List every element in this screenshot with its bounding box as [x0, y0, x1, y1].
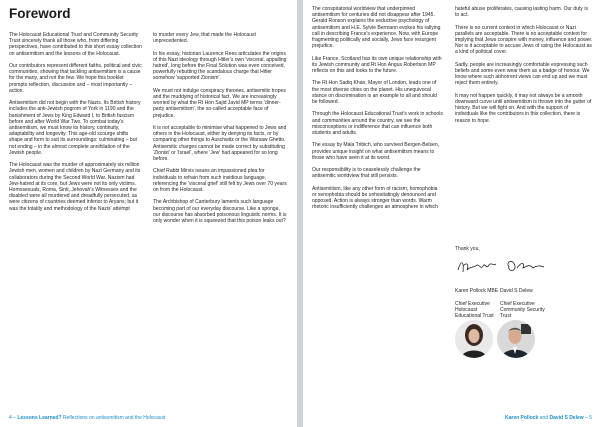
- paragraph: Through the Holocaust Educational Trust's work in schools and communities around the country, we see the misconceptions or indifference that can influence both students and adults.: [312, 111, 443, 137]
- paragraph: The Holocaust was the murder of approximately six million Jewish men, women and children by Nazi Germany and its collaborators during the Second World War. Nazism had Jew-hatred at its core, but Jews were not its only victims. Homosexuals, Roma, Sinti, Jehovah's Witnesses and the disabled were all murdered and dreadfully persecuted, as were citizens of countries deemed inferior to Aryans; but it was the totality and methodology of the Nazis' attempt: [9, 162, 141, 212]
- footer-separator: –: [13, 415, 16, 421]
- signature-karen-pollock: [455, 256, 499, 278]
- paragraph: In his essay, historian Laurence Rees articulates the origins of this Nazi ideology through Hitler's own 'visceral, appalling hatred', long before the Final Solution was even conceived, powerfully rebutting the scandalous charge that Hitler somehow 'supported Zionism'.: [153, 50, 287, 82]
- paragraph: Antisemitism, like any other form of racism, homophobia or xenophobia should be unhesitatingly denounced and opposed. Action is always stronger than words. Warm rhetoric insufficiently challenges an atmosphere in which: [312, 185, 438, 211]
- paragraph: Antisemitism did not begin with the Nazis. Its British history includes the anti-Jewish pogrom of York in 1190 and the banishment of Jews by King Edward I, to British fascism before and after World War Two. To combat today's antisemitism, we must know its history, continuity, adaptability and longevity. This age-old scourge shifts shape and form to suit its surroundings: culminating – but not ending – in the almost complete annihilation of the Jewish people.: [9, 100, 141, 156]
- right-column-2: [455, 6, 593, 130]
- paragraph: The Archbishop of Canterbury laments such language becoming part of our everyday discourse. Like a sponge, our discourse has absorbed poisonous linguistic norms. It is only wonder when it is squeezed that this poison leaks out?: [153, 199, 287, 225]
- signatory-role: Chief Executive Holocaust Educational Trust: [455, 300, 494, 320]
- signature-david-delew: [503, 256, 547, 278]
- page-footer-right: [505, 415, 592, 421]
- publication-subtitle: Reflections on antisemitism and the Holocaust: [61, 415, 166, 421]
- left-column-1: [9, 32, 142, 218]
- paragraph: The Rt Hon Sadiq Khan, Mayor of London, leads one of the most diverse cities on the planet. His unequivocal stance on discrimination is an example to all and should be followed.: [312, 80, 437, 106]
- author-name: Karen Pollock: [504, 415, 539, 421]
- paragraph: There is no current context in which Holocaust or Nazi parallels are acceptable. There is no acceptable context for implying that Jews conspire with money, influence and power. Nor is it acceptable to accuse Jews of using the Holocaust as a kind of political cover.: [455, 24, 593, 56]
- portrait-karen-pollock: [455, 320, 493, 358]
- signatory-role: Chief Executive Community Security Trust: [500, 300, 545, 320]
- page-number: 4: [9, 415, 12, 421]
- footer-conjunction: and: [538, 415, 550, 421]
- paragraph: Chief Rabbi Mirvis issues an impassioned plea for individuals to refrain from such insidious language, referencing the 'visceral grief' still felt by Jews over 70 years on from the Holocaust.: [153, 168, 287, 194]
- signatory-name: David S Delew: [500, 288, 533, 295]
- portrait-david-delew: [497, 320, 535, 358]
- page-footer-left: [9, 415, 165, 421]
- paragraph: It may not happen quickly, it may not always be a smooth downward curve until antisemitism is thrown into the gutter of history. But we will fight on. And with the support of individuals like the contributors in this collection, there is reason to hope.: [455, 92, 592, 124]
- publication-title: Lessons Learned?: [17, 415, 62, 421]
- paragraph: Sadly, people are increasingly comfortable expressing such beliefs and some even wear them as a badge of honour. We know where such abhorrent views can end up and we must reject them entirely.: [455, 61, 590, 87]
- left-page: [0, 0, 297, 427]
- signatory-david-delew: [500, 282, 545, 325]
- right-page: [303, 0, 600, 427]
- page-title: Foreword: [9, 6, 71, 21]
- author-name: David S Delew: [549, 415, 584, 421]
- signatory-name: Karen Pollock MBE: [455, 288, 499, 295]
- paragraph: hateful abuse proliferates, causing lasting harm. Our duty is to act.: [455, 6, 588, 19]
- right-column-1: [312, 6, 443, 217]
- paragraph: The essay by Mala Tribich, who survived Bergen-Belsen, provides unique insight on what antisemitism means to those who have seen it at its worst.: [312, 142, 440, 161]
- paragraph: It is not acceptable to minimise what happened to Jews and others in the Holocaust, either by denying its facts, or by comparing other things to Auschwitz or the Warsaw Ghetto. Antisemitic charges cannot be made correct by substituting 'Zionist' or 'Israel', where 'Jew' had appeared for so long before.: [153, 125, 287, 163]
- paragraph: to murder every Jew, that made the Holocaust unprecedented.: [153, 32, 256, 45]
- footer-separator: –: [585, 415, 588, 421]
- thanks-text: Thank you,: [455, 246, 480, 252]
- paragraph: Our contributors represent different faiths, political and civic communities, showing that tackling antisemitism is a cause for the many, and not the few. We hope this booklet prompts reflection, discussion and – most importantly – action.: [9, 63, 142, 94]
- paragraph: The conspiratorial worldview that underpinned antisemitism for centuries did not disappear after 1945. Gerald Ronson explains the seductive psychology of antisemitism and H.E. Sylvie Bermann evokes his rallying call in describing France's experience. Now, with Europe fragmenting politically and socially, Jews face resurgent prejudice.: [312, 6, 441, 50]
- paragraph: We must not indulge conspiracy theories, antisemitic tropes and the muddying of historical fact. We are increasingly worried by what the Rt Hon Sajid Javid MP terms 'dinner-party antisemitism', the so-called acceptable face of prejudice.: [153, 87, 286, 119]
- left-column-2: [153, 32, 287, 230]
- page-number: 5: [589, 415, 592, 421]
- signatory-karen-pollock: [455, 282, 498, 325]
- paragraph: Our responsibility is to ceaselessly challenge the antisemitic worldview that still persists.: [312, 167, 421, 180]
- paragraph: The Holocaust Educational Trust and Community Security Trust sincerely thank all those who, from differing perspectives, have contributed to this short essay collection on antisemitism and the lessons of the Holocaust.: [9, 32, 142, 57]
- paragraph: Like France, Scotland has its own unique relationship with its Jewish community and Rt Hon Angus Robertson MP reflects on this and looks to the future.: [312, 55, 442, 75]
